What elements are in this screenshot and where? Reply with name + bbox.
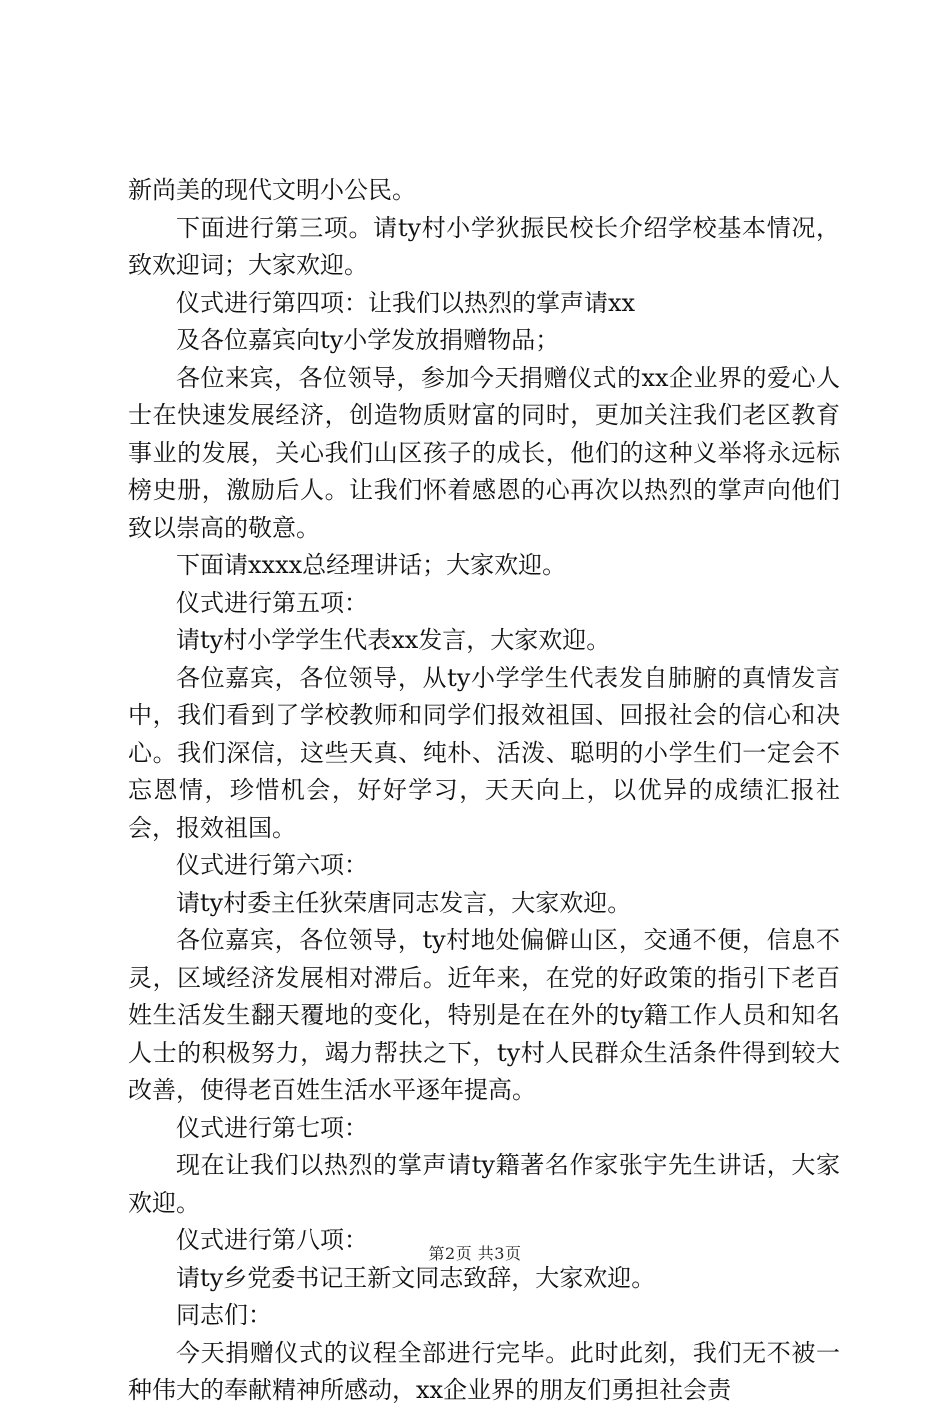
paragraph: 各位嘉宾，各位领导，从ty小学学生代表发自肺腑的真情发言中，我们看到了学校教师和同学们报效祖国、回报社会的信心和决心。我们深信，这些天真、纯朴、活泼、聪明的小学生们一定会不忘恩情，珍惜机会，好好学习，天天向上，以优异的成绩汇报社会，报效祖国。 (128, 663, 840, 842)
paragraph: 及各位嘉宾向ty小学发放捐赠物品； (176, 326, 560, 354)
paragraph: 仪式进行第六项： (176, 851, 368, 879)
paragraph: 各位嘉宾，各位领导，ty村地处偏僻山区，交通不便，信息不灵，区域经济发展相对滞后。近年来，在党的好政策的指引下老百姓生活发生翻天覆地的变化，特别是在在外的ty籍工作人员和知名人士的积极努力，竭力帮扶之下，ty村人民群众生活条件得到较大改善，使得老百姓生活水平逐年提高。 (128, 926, 840, 1104)
page-number-footer: 第2页 共3页 (428, 1244, 522, 1263)
paragraph: 仪式进行第七项： (176, 1113, 368, 1142)
paragraph: 新尚美的现代文明小公民。 (128, 176, 416, 204)
paragraph: 各位来宾，各位领导，参加今天捐赠仪式的xx企业界的爱心人士在快速发展经济，创造物质财富的同时，更加关注我们老区教育事业的发展，关心我们山区孩子的成长，他们的这种义举将永远标榜史册，激励后人。让我们怀着感恩的心再次以热烈的掌声向他们致以崇高的敬意。 (128, 363, 840, 542)
paragraph: 仪式进行第四项：让我们以热烈的掌声请xx (176, 288, 636, 317)
paragraph: 请ty村委主任狄荣唐同志发言，大家欢迎。 (176, 888, 632, 917)
paragraph: 仪式进行第八项： (176, 1226, 368, 1254)
paragraph: 现在让我们以热烈的掌声请ty籍著名作家张宇先生讲话，大家欢迎。 (128, 1151, 840, 1217)
document-body (128, 172, 840, 1410)
paragraph: 下面请xxxx总经理讲话；大家欢迎。 (176, 551, 567, 579)
paragraph: 仪式进行第五项： (176, 588, 368, 617)
paragraph: 下面进行第三项。请ty村小学狄振民校长介绍学校基本情况，致欢迎词；大家欢迎。 (128, 213, 840, 279)
paragraph: 请ty乡党委书记王新文同志致辞，大家欢迎。 (176, 1263, 656, 1292)
paragraph: 今天捐赠仪式的议程全部进行完毕。此时此刻，我们无不被一种伟大的奉献精神所感动，xx企业界的朋友们勇担社会责 (128, 1338, 840, 1404)
paragraph: 同志们： (176, 1301, 272, 1329)
paragraph: 请ty村小学学生代表xx发言，大家欢迎。 (176, 626, 611, 654)
